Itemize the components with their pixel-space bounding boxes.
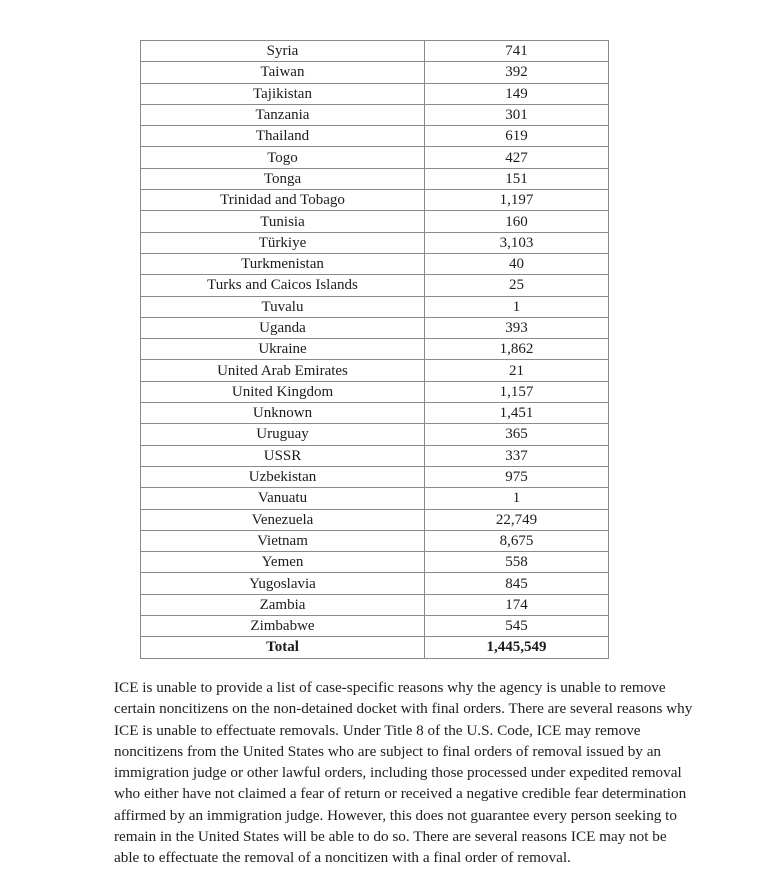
count-cell: 1,862 [425, 339, 609, 360]
country-cell: Tunisia [141, 211, 425, 232]
country-count-table [140, 40, 609, 659]
country-cell: Uganda [141, 317, 425, 338]
total-count: 1,445,549 [425, 637, 609, 658]
table-row [141, 530, 609, 551]
table-row [141, 509, 609, 530]
table-row [141, 275, 609, 296]
country-cell: Syria [141, 41, 425, 62]
table-row [141, 83, 609, 104]
table-row [141, 445, 609, 466]
country-cell: Yugoslavia [141, 573, 425, 594]
count-cell: 845 [425, 573, 609, 594]
table-row [141, 360, 609, 381]
country-cell: United Kingdom [141, 381, 425, 402]
country-cell: Türkiye [141, 232, 425, 253]
total-label: Total [141, 637, 425, 658]
country-cell: Zambia [141, 594, 425, 615]
count-cell: 174 [425, 594, 609, 615]
country-cell: Thailand [141, 126, 425, 147]
table-row [141, 41, 609, 62]
count-cell: 149 [425, 83, 609, 104]
count-cell: 21 [425, 360, 609, 381]
count-cell: 1,451 [425, 403, 609, 424]
table-row [141, 211, 609, 232]
table-row [141, 381, 609, 402]
count-cell: 3,103 [425, 232, 609, 253]
table-row [141, 403, 609, 424]
count-cell: 741 [425, 41, 609, 62]
country-cell: Turks and Caicos Islands [141, 275, 425, 296]
country-cell: Trinidad and Tobago [141, 190, 425, 211]
table-row [141, 104, 609, 125]
country-cell: Ukraine [141, 339, 425, 360]
country-cell: Tanzania [141, 104, 425, 125]
count-cell: 1 [425, 488, 609, 509]
table-row [141, 339, 609, 360]
count-cell: 393 [425, 317, 609, 338]
table-row [141, 126, 609, 147]
count-cell: 975 [425, 466, 609, 487]
table-row [141, 147, 609, 168]
table-row [141, 190, 609, 211]
country-cell: Unknown [141, 403, 425, 424]
count-cell: 337 [425, 445, 609, 466]
table-row [141, 62, 609, 83]
count-cell: 160 [425, 211, 609, 232]
table-row [141, 232, 609, 253]
table-row [141, 594, 609, 615]
count-cell: 301 [425, 104, 609, 125]
total-row [141, 637, 609, 658]
country-cell: Uruguay [141, 424, 425, 445]
count-cell: 558 [425, 552, 609, 573]
explanation-paragraph: ICE is unable to provide a list of case-specific reasons why the agency is unable to remove certain noncitizens on the non-detained docket with final orders. There are several reasons why ICE is unable to effectuate removals. Under Title 8 of the U.S. Code, ICE may remove noncitizens from the United States who are subject to final orders of removal issued by an immigration judge or other lawful orders, including those processed under expedited removal who either have not claimed a fear of return or received a negative credible fear determination affirmed by an immigration judge. However, this does not guarantee every person seeking to remain in the United States will be able to do so. There are several reasons ICE may not be able to effectuate the removal of a noncitizen with a final order of removal. [114, 679, 693, 867]
table-row [141, 168, 609, 189]
country-cell: Turkmenistan [141, 253, 425, 274]
count-cell: 151 [425, 168, 609, 189]
count-cell: 1,197 [425, 190, 609, 211]
count-cell: 1,157 [425, 381, 609, 402]
count-cell: 427 [425, 147, 609, 168]
country-cell: Tonga [141, 168, 425, 189]
table-row [141, 573, 609, 594]
count-cell: 22,749 [425, 509, 609, 530]
count-cell: 545 [425, 616, 609, 637]
table-row [141, 488, 609, 509]
country-cell: Tuvalu [141, 296, 425, 317]
country-cell: Zimbabwe [141, 616, 425, 637]
count-cell: 8,675 [425, 530, 609, 551]
table-row [141, 466, 609, 487]
table-body [141, 41, 609, 659]
table-row [141, 552, 609, 573]
country-cell: United Arab Emirates [141, 360, 425, 381]
count-cell: 619 [425, 126, 609, 147]
country-cell: Yemen [141, 552, 425, 573]
table-row [141, 616, 609, 637]
country-cell: Venezuela [141, 509, 425, 530]
table-row [141, 253, 609, 274]
country-cell: Uzbekistan [141, 466, 425, 487]
country-cell: Togo [141, 147, 425, 168]
count-cell: 392 [425, 62, 609, 83]
country-cell: Vanuatu [141, 488, 425, 509]
count-cell: 40 [425, 253, 609, 274]
country-cell: Tajikistan [141, 83, 425, 104]
count-cell: 1 [425, 296, 609, 317]
country-cell: Vietnam [141, 530, 425, 551]
table-row [141, 317, 609, 338]
country-cell: USSR [141, 445, 425, 466]
table-row [141, 424, 609, 445]
count-cell: 365 [425, 424, 609, 445]
count-cell: 25 [425, 275, 609, 296]
table-row [141, 296, 609, 317]
country-cell: Taiwan [141, 62, 425, 83]
